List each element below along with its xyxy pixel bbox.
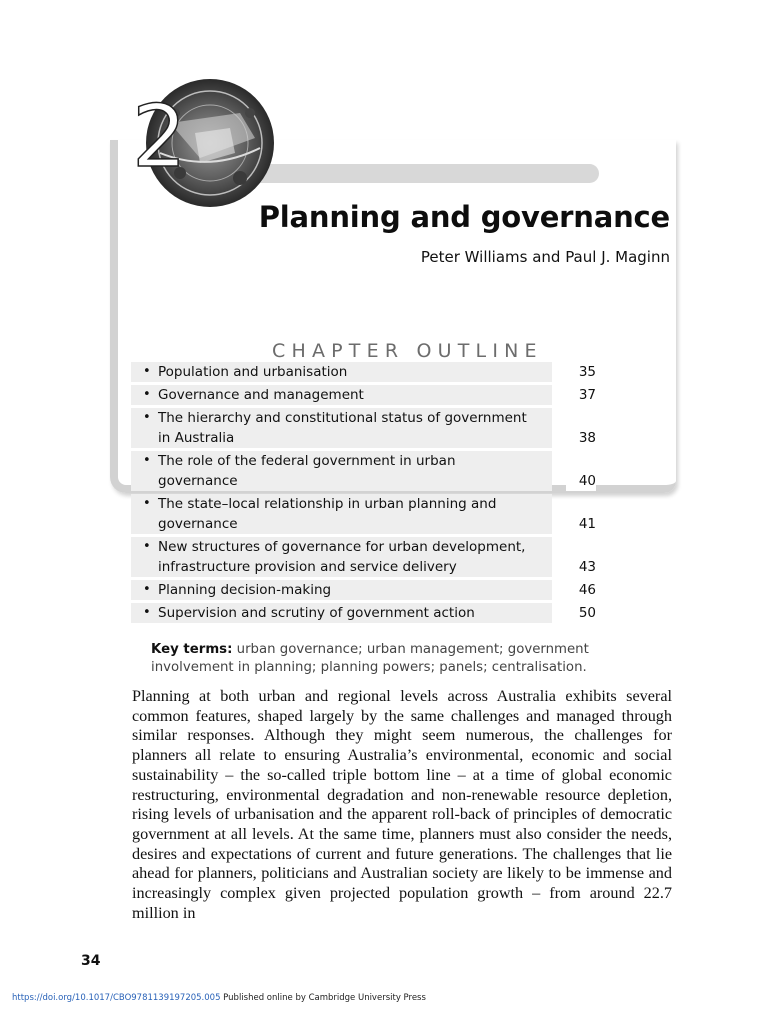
outline-item-page: 41 (566, 514, 596, 534)
bullet-icon: • (143, 582, 151, 597)
bullet-icon: • (143, 605, 151, 620)
chapter-authors: Peter Williams and Paul J. Maginn (420, 248, 670, 266)
outline-item-page: 38 (566, 428, 596, 448)
outline-item-page: 46 (566, 580, 596, 600)
outline-item[interactable] (131, 494, 596, 534)
outline-item-page: 37 (566, 385, 596, 405)
key-terms (151, 641, 673, 677)
outline-item-page: 43 (566, 557, 596, 577)
outline-item[interactable] (131, 362, 596, 382)
chapter-header-bar (230, 164, 599, 183)
outline-item-label: Governance and management (158, 387, 364, 403)
bullet-icon: • (143, 496, 151, 511)
key-terms-label: Key terms: (151, 642, 233, 657)
outline-item[interactable] (131, 408, 596, 448)
outline-item-label: The hierarchy and constitutional status of government in Australia (158, 410, 527, 446)
key-terms-text: urban governance; urban management; government involvement in planning; planning powers; panels; centralisation. (151, 642, 589, 675)
publisher-note: Published online by Cambridge University Press (220, 993, 426, 1003)
chapter-medallion-image (132, 78, 280, 208)
bullet-icon: • (143, 364, 151, 379)
chapter-number: 2 (132, 87, 187, 187)
outline-item-label: Supervision and scrutiny of government action (158, 605, 475, 621)
chapter-title: Planning and governance (258, 200, 670, 234)
outline-item[interactable] (131, 537, 596, 577)
outline-item[interactable] (131, 385, 596, 405)
outline-item-label: Population and urbanisation (158, 364, 348, 380)
outline-item[interactable] (131, 451, 596, 491)
outline-item-label: The state–local relationship in urban planning and governance (158, 496, 497, 532)
chapter-outline-list (131, 362, 596, 626)
outline-item-label: The role of the federal government in urban governance (158, 453, 456, 489)
outline-item-page: 50 (566, 603, 596, 623)
bullet-icon: • (143, 387, 151, 402)
outline-item-label: Planning decision-making (158, 582, 332, 598)
outline-item-label: New structures of governance for urban development, infrastructure provision and service delivery (158, 539, 526, 575)
outline-item[interactable] (131, 603, 596, 623)
bullet-icon: • (143, 539, 151, 554)
doi-link[interactable]: https://doi.org/10.1017/CBO9781139197205.005 (12, 993, 221, 1003)
bullet-icon: • (143, 453, 151, 468)
bullet-icon: • (143, 410, 151, 425)
outline-item[interactable] (131, 580, 596, 600)
footer (12, 993, 426, 1003)
body-paragraph: Planning at both urban and regional levels across Australia exhibits several common features, shaped largely by the same challenges and managed through similar responses. Although they might seem numerous, the challenges for planners all relate to ensuring Australia’s environmental, economic and social sustainability – the so-called triple bottom line – at a time of global economic restructuring, environmental degradation and non-renewable resource depletion, rising levels of urbanisation and the apparent roll-back of principles of democratic government at all levels. At the same time, planners must also consider the needs, desires and expectations of current and future generations. The challenges that lie ahead for planners, politicians and Australian society are likely to be immense and increasingly complex given projected population growth – from around 22.7 million in (132, 687, 672, 922)
outline-heading: CHAPTER OUTLINE (272, 340, 543, 362)
page-number: 34 (81, 953, 101, 969)
outline-item-page: 35 (566, 362, 596, 382)
outline-item-page: 40 (566, 471, 596, 491)
